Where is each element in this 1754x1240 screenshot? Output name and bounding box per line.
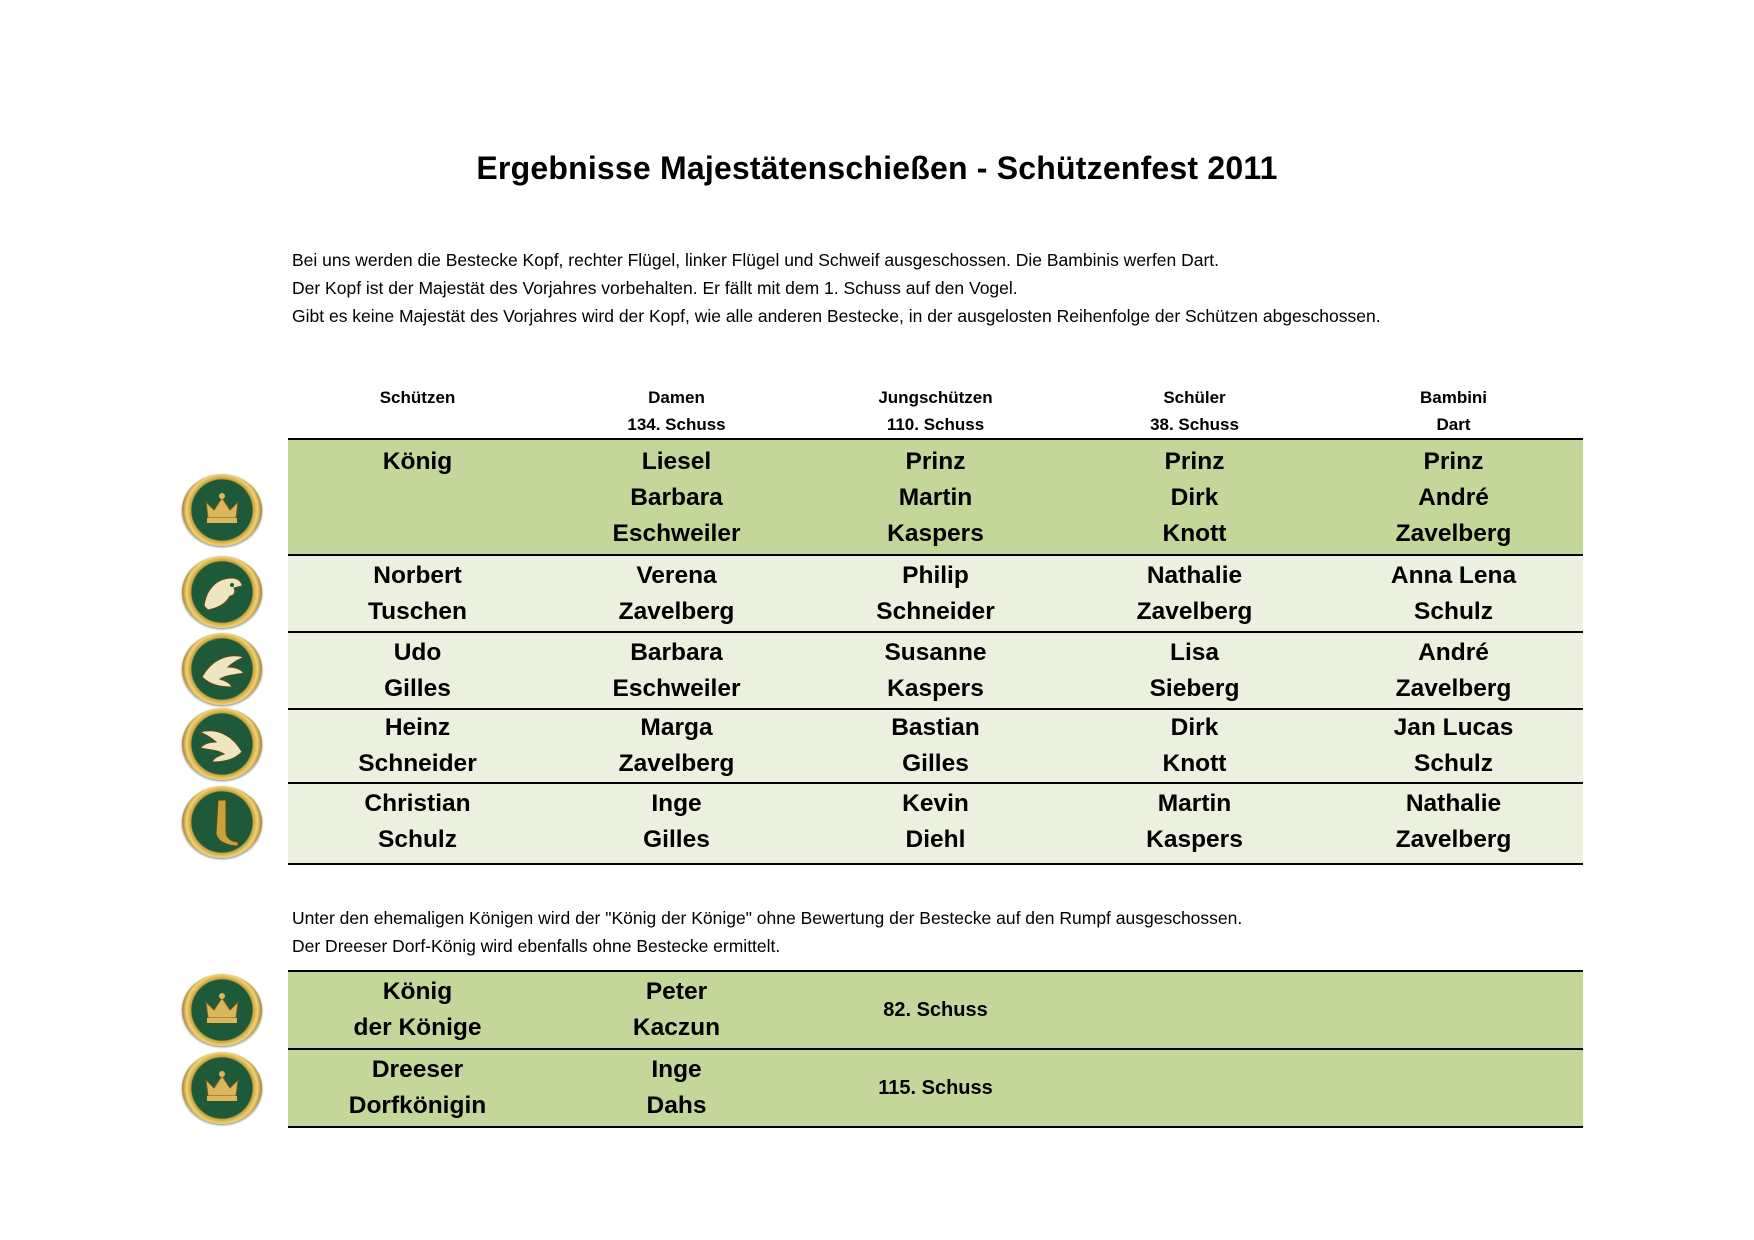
special-row bbox=[288, 1048, 1583, 1128]
column-header-sub: Dart bbox=[1436, 415, 1471, 434]
table-cell: Prinz Dirk Knott bbox=[1162, 448, 1227, 547]
table-row bbox=[288, 782, 1583, 865]
column-header-label: Jungschützen bbox=[878, 388, 993, 407]
table-cell: Barbara Eschweiler bbox=[612, 639, 741, 702]
crown-icon bbox=[182, 474, 262, 546]
column-header-sub: 110. Schuss bbox=[886, 415, 985, 434]
column-header-bambini bbox=[1324, 384, 1583, 438]
note-line: Der Dreeser Dorf-König wird ebenfalls ohne Bestecke ermittelt. bbox=[292, 936, 781, 956]
table-cell: Verena Zavelberg bbox=[618, 562, 735, 625]
table-cell: König bbox=[382, 448, 453, 475]
table-row bbox=[288, 631, 1583, 708]
left-wing-icon bbox=[182, 708, 262, 780]
special-shot: 82. Schuss bbox=[883, 999, 988, 1021]
table-cell: Anna Lena Schulz bbox=[1390, 562, 1517, 625]
table-cell: Lisa Sieberg bbox=[1149, 639, 1240, 702]
intro-line: Der Kopf ist der Majestät des Vorjahres vorbehalten. Er fällt mit dem 1. Schuss auf den Vogel. bbox=[292, 278, 1018, 298]
special-name: Inge Dahs bbox=[646, 1056, 707, 1119]
table-cell: Christian Schulz bbox=[364, 790, 471, 853]
page-title: Ergebnisse Majestätenschießen - Schützenfest 2011 bbox=[476, 150, 1278, 186]
table-cell: Prinz Martin Kaspers bbox=[887, 448, 984, 547]
special-name: Peter Kaczun bbox=[632, 978, 721, 1041]
table-cell: Udo Gilles bbox=[384, 639, 451, 702]
table-cell: Nathalie Zavelberg bbox=[1136, 562, 1253, 625]
column-header-sub: 38. Schuss bbox=[1150, 415, 1239, 434]
right-wing-icon bbox=[182, 633, 262, 705]
column-header-label: Bambini bbox=[1419, 388, 1488, 407]
table-cell: Kevin Diehl bbox=[902, 790, 969, 853]
special-title: Dreeser Dorfkönigin bbox=[348, 1056, 487, 1119]
table-cell: André Zavelberg bbox=[1395, 639, 1512, 702]
crown-icon bbox=[182, 974, 262, 1046]
table-cell: Bastian Gilles bbox=[891, 714, 980, 777]
intro-line: Bei uns werden die Bestecke Kopf, rechter Flügel, linker Flügel und Schweif ausgeschossen. Die Bambinis werfen Dart. bbox=[292, 250, 1219, 270]
intro-text bbox=[292, 246, 1622, 330]
table-cell: Dirk Knott bbox=[1162, 714, 1227, 777]
column-header-label: Damen bbox=[648, 388, 705, 407]
table-cell: Norbert Tuschen bbox=[368, 562, 467, 625]
results-table-header bbox=[288, 384, 1583, 438]
crown-icon bbox=[182, 1052, 262, 1124]
note-line: Unter den ehemaligen Königen wird der "König der Könige" ohne Bewertung der Bestecke auf den Rumpf ausgeschossen. bbox=[292, 908, 1243, 928]
table-cell: Inge Gilles bbox=[643, 790, 710, 853]
column-header-schueler bbox=[1065, 384, 1324, 438]
column-header-schuetzen bbox=[288, 384, 547, 411]
table-row bbox=[288, 554, 1583, 631]
column-header-jungschuetzen bbox=[806, 384, 1065, 438]
table-cell: Nathalie Zavelberg bbox=[1395, 790, 1512, 853]
table-row bbox=[288, 438, 1583, 554]
table-cell: Prinz André Zavelberg bbox=[1395, 448, 1512, 547]
special-shot: 115. Schuss bbox=[878, 1077, 993, 1099]
column-header-sub: 134. Schuss bbox=[627, 415, 726, 434]
table-cell: Jan Lucas Schulz bbox=[1393, 714, 1514, 777]
table-cell: Susanne Kaspers bbox=[884, 639, 987, 702]
column-header-label: Schüler bbox=[1163, 388, 1226, 407]
intro-line: Gibt es keine Majestät des Vorjahres wird der Kopf, wie alle anderen Bestecke, in der ausgelosten Reihenfolge der Schützen abgeschossen. bbox=[292, 306, 1381, 326]
special-title: König der Könige bbox=[353, 978, 482, 1041]
column-header-damen bbox=[547, 384, 806, 438]
table-cell: Liesel Barbara Eschweiler bbox=[612, 448, 741, 547]
table-cell: Heinz Schneider bbox=[358, 714, 477, 777]
table-cell: Philip Schneider bbox=[876, 562, 995, 625]
column-header-label: Schützen bbox=[379, 388, 456, 407]
bird-head-icon bbox=[182, 556, 262, 628]
table-cell: Marga Zavelberg bbox=[618, 714, 735, 777]
special-row bbox=[288, 970, 1583, 1048]
table-row bbox=[288, 708, 1583, 782]
table-cell: Martin Kaspers bbox=[1146, 790, 1243, 853]
tail-icon bbox=[182, 786, 262, 858]
